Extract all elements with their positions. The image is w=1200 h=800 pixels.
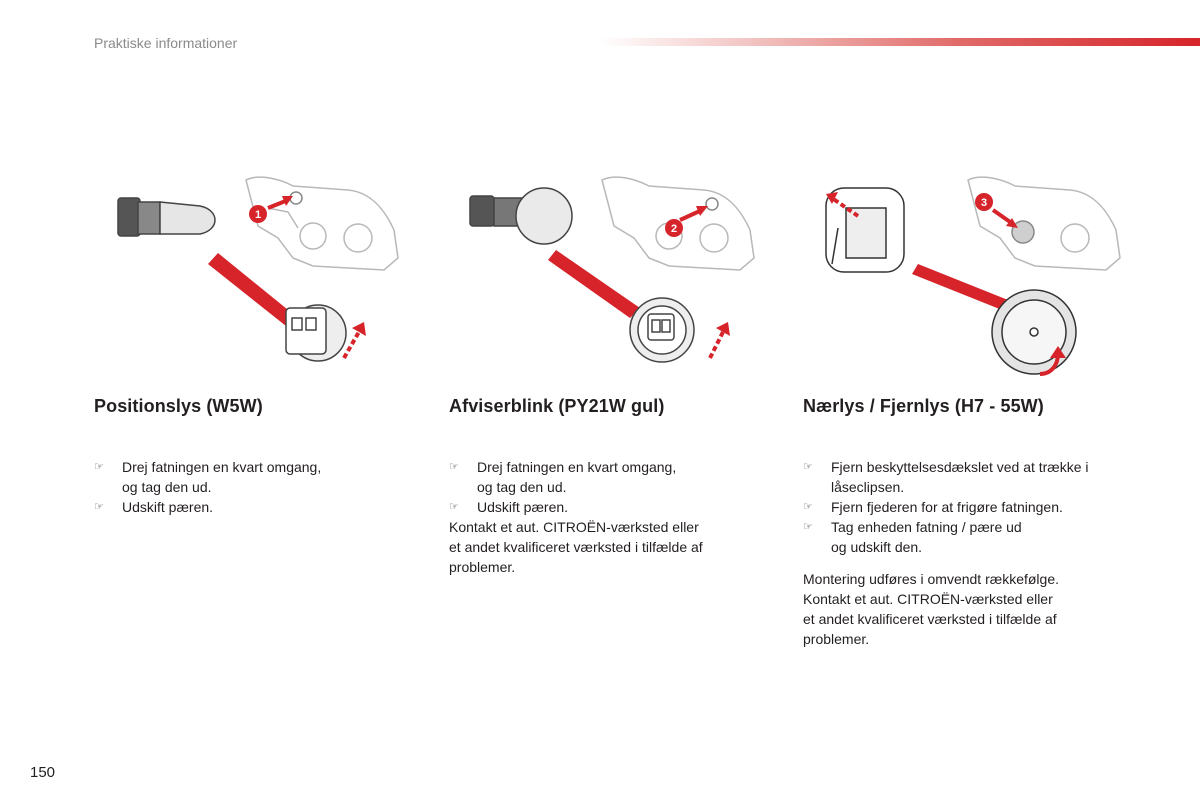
hand-pointer-icon: ☞ bbox=[803, 501, 813, 513]
list-item: ☞ Udskift pæren. bbox=[449, 499, 569, 515]
step-number: 2 bbox=[670, 223, 678, 235]
instruction-list bbox=[803, 457, 1133, 557]
access-hole bbox=[290, 192, 302, 204]
section-title: Nærlys / Fjernlys (H7 - 55W) bbox=[803, 396, 1044, 416]
list-item: ☞ Fjern fjederen for at frigøre fatningen. bbox=[803, 499, 1063, 515]
headlamp-housing bbox=[246, 177, 398, 270]
hand-pointer-icon: ☞ bbox=[449, 501, 459, 513]
note-text: Kontakt et aut. CITROËN-værksted eller et andet kvalificeret værksted i tilfælde af problemer. bbox=[449, 519, 703, 575]
step-number: 3 bbox=[980, 197, 988, 209]
header-accent-bar bbox=[600, 38, 1200, 46]
cover-detail bbox=[992, 290, 1076, 374]
py21w-bulb bbox=[470, 188, 572, 244]
socket-detail bbox=[630, 298, 694, 362]
access-hole bbox=[706, 198, 718, 210]
note-text: Montering udføres i omvendt rækkefølge. Kontakt et aut. CITROËN-værksted eller et andet kvalificeret værksted i tilfælde af problemer. bbox=[803, 571, 1059, 647]
section-indicator bbox=[449, 396, 759, 577]
list-item: ☞ Drej fatningen en kvart omgang, og tag den ud. bbox=[94, 459, 322, 495]
hand-pointer-icon: ☞ bbox=[803, 461, 813, 473]
list-item: ☞ Drej fatningen en kvart omgang, og tag den ud. bbox=[449, 459, 677, 495]
list-item: ☞ Udskift pæren. bbox=[94, 499, 214, 515]
illustration-headlight-bulb bbox=[818, 168, 1148, 390]
section-title: Afviserblink (PY21W gul) bbox=[449, 396, 665, 416]
hand-pointer-icon: ☞ bbox=[94, 501, 104, 513]
w5w-bulb bbox=[118, 198, 215, 236]
hand-pointer-icon: ☞ bbox=[803, 521, 813, 533]
instruction-list bbox=[94, 457, 394, 517]
list-item: ☞ Tag enheden fatning / pære ud og udskift den. bbox=[803, 519, 1022, 555]
headlamp-housing bbox=[968, 177, 1120, 270]
hand-pointer-icon: ☞ bbox=[449, 461, 459, 473]
zoom-wedge bbox=[912, 264, 1008, 310]
page-number: 150 bbox=[30, 764, 56, 781]
illustration-position-light bbox=[108, 168, 438, 390]
socket-detail bbox=[286, 305, 346, 361]
section-title: Positionslys (W5W) bbox=[94, 396, 263, 416]
list-item: ☞ Fjern beskyttelsesdækslet ved at trække i låseclipsen. bbox=[803, 459, 1089, 495]
illustration-indicator-bulb bbox=[462, 168, 792, 390]
instruction-list bbox=[449, 457, 759, 517]
section-headlight bbox=[803, 396, 1133, 649]
zoom-wedge bbox=[548, 250, 640, 318]
zoom-wedge bbox=[208, 253, 298, 326]
rotate-arrow bbox=[710, 330, 724, 358]
step-number: 1 bbox=[254, 209, 262, 221]
hand-pointer-icon: ☞ bbox=[94, 461, 104, 473]
header-title: Praktiske informationer bbox=[94, 35, 238, 51]
section-position-light bbox=[94, 396, 394, 517]
